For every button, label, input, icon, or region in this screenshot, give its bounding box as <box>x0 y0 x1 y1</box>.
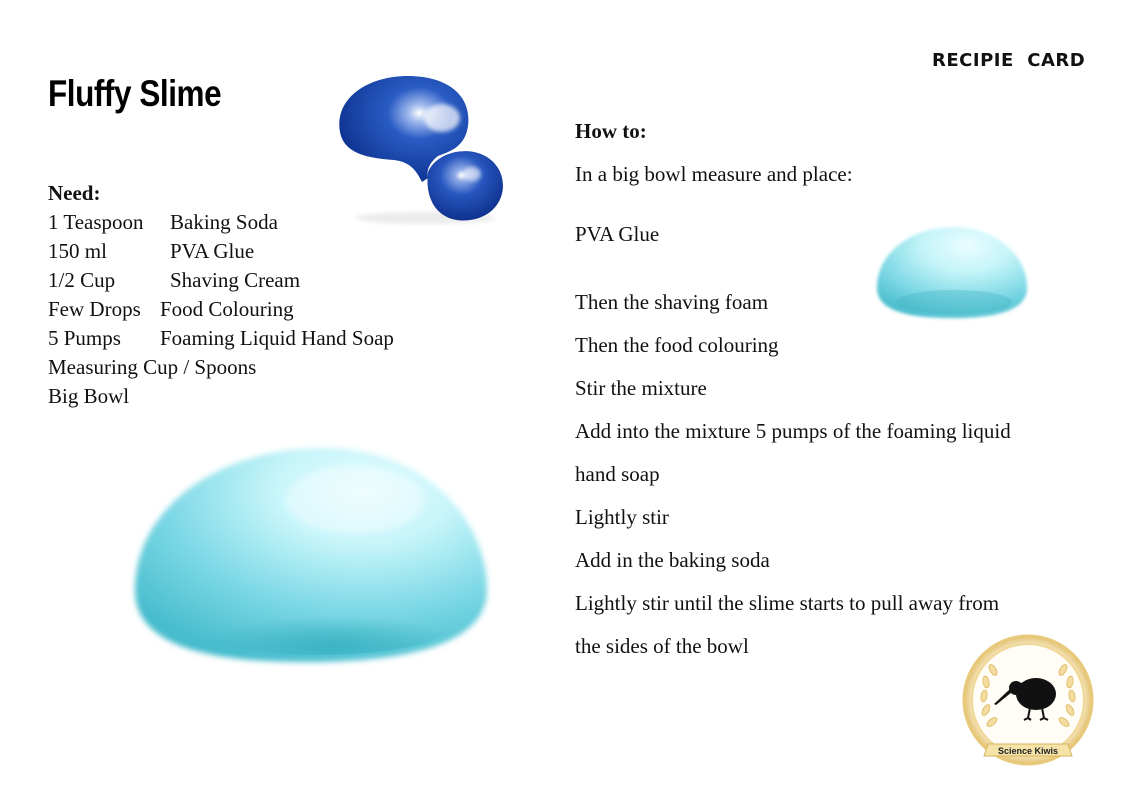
instruction-line: the sides of the bowl <box>575 634 749 658</box>
instruction-line: PVA Glue <box>575 222 660 246</box>
need-heading: Need: <box>48 181 101 205</box>
instruction-line: Stir the mixture <box>575 376 707 400</box>
instruction-line: Add in the baking soda <box>575 548 770 572</box>
instruction-line: Then the shaving foam <box>575 290 769 314</box>
cyan-slime-blob-icon <box>125 440 500 675</box>
need-ingredient: Foaming Liquid Hand Soap <box>160 326 394 350</box>
need-qty: 150 ml <box>48 239 107 263</box>
instruction-line: hand soap <box>575 462 660 486</box>
instruction-line: Then the food colouring <box>575 333 779 357</box>
need-qty: Measuring Cup / Spoons <box>48 355 257 379</box>
need-ingredient: Baking Soda <box>170 210 278 234</box>
need-ingredient: Food Colouring <box>160 297 294 321</box>
instruction-line: In a big bowl measure and place: <box>575 162 853 186</box>
need-qty: Big Bowl <box>48 384 130 408</box>
need-qty: 1 Teaspoon <box>48 210 144 234</box>
need-qty: Few Drops <box>48 297 141 321</box>
need-qty: 1/2 Cup <box>48 268 116 292</box>
howto-heading: How to: <box>575 119 647 143</box>
page-title: Fluffy Slime <box>48 73 222 114</box>
blue-slime-drop-icon <box>330 70 510 230</box>
need-qty: 5 Pumps <box>48 326 121 350</box>
need-ingredient: PVA Glue <box>170 239 255 263</box>
instruction-line: Add into the mixture 5 pumps of the foaming liquid <box>575 419 1011 443</box>
need-ingredient: Shaving Cream <box>170 268 301 292</box>
science-kiwis-logo <box>958 632 1098 772</box>
card-label: RECIPIE CARD <box>932 50 1086 71</box>
logo-text: Science Kiwis <box>997 746 1059 756</box>
instruction-line: Lightly stir until the slime starts to pull away from <box>575 591 1000 615</box>
small-cyan-slime-blob-icon <box>872 222 1032 324</box>
instruction-line: Lightly stir <box>575 505 669 529</box>
